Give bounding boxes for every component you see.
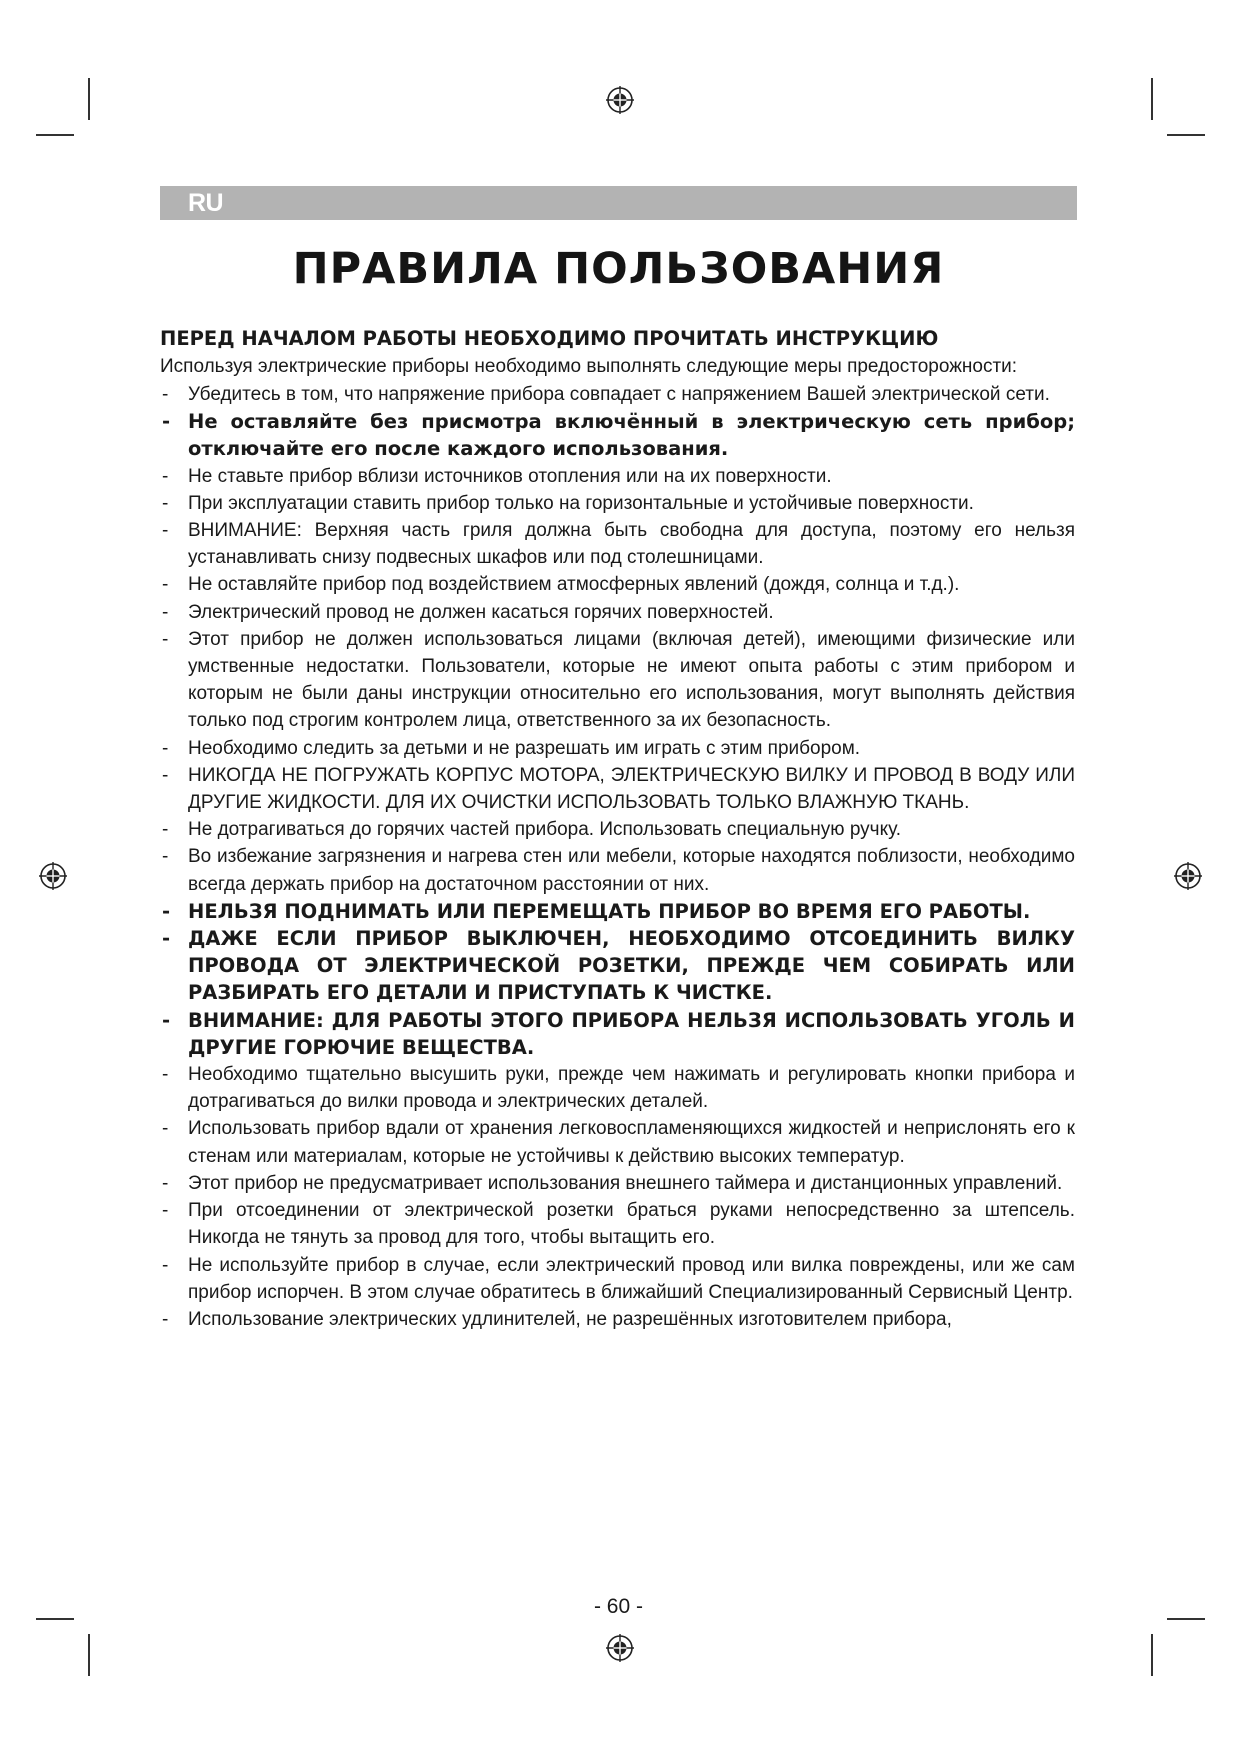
list-item (160, 898, 1075, 925)
list-item-text: НИКОГДА НЕ ПОГРУЖАТЬ КОРПУС МОТОРА, ЭЛЕКТРИЧЕСКУЮ ВИЛКУ И ПРОВОД В ВОДУ ИЛИ ДРУГИЕ ЖИДКОСТИ. ДЛЯ ИХ ОЧИСТКИ ИСПОЛЬЗОВАТЬ ТОЛЬКО ВЛАЖНУЮ ТКАНЬ. (188, 764, 1075, 814)
bullet-dash: - (162, 492, 169, 514)
list-item-text: Не дотрагиваться до горячих частей прибора. Использовать специальную ручку. (188, 819, 901, 841)
bullet-dash: - (162, 899, 171, 923)
crop-mark-bottom-right-horizontal (1167, 1618, 1205, 1620)
list-item-text: Убедитесь в том, что напряжение прибора совпадает с напряжением Вашей электрической сети. (188, 384, 1050, 405)
list-item-text: Необходимо следить за детьми и не разрешать им играть с этим прибором. (188, 737, 861, 759)
bullet-dash: - (162, 1008, 171, 1032)
bullet-dash: - (162, 819, 169, 841)
list-item (160, 762, 1075, 816)
list-item-text: Не оставляйте без присмотра включённый в электрическую сеть прибор; отключайте его после каждого использования. (188, 410, 1075, 461)
list-item-text: Необходимо тщательно высушить руки, прежде чем нажимать и регулировать кнопки прибора и дотрагиваться до вилки провода и электрических деталей. (188, 1064, 1075, 1113)
list-item-text: Не ставьте прибор вблизи источников отопления или на их поверхности. (188, 465, 832, 487)
bullet-dash: - (162, 737, 169, 759)
bullet-dash: - (162, 1308, 169, 1330)
list-item-text: Не используйте прибор в случае, если электрический провод или вилка повреждены, или же сам прибор испорчен. В этом случае обратитесь в ближайший Специализированный Сервисный Центр. (188, 1254, 1075, 1303)
bullet-dash: - (162, 384, 169, 405)
list-item-text: Не оставляйте прибор под воздействием атмосферных явлений (дождя, солнца и т.д.). (188, 574, 960, 596)
list-item-text: ВНИМАНИЕ: Верхняя часть гриля должна быть свободна для доступа, поэтому его нельзя устанавливать снизу подвесных шкафов или под столешницами. (188, 520, 1075, 569)
list-item (160, 843, 1075, 897)
bullet-dash: - (162, 520, 169, 542)
list-item (160, 626, 1075, 735)
page-title: ПРАВИЛА ПОЛЬЗОВАНИЯ (292, 244, 945, 294)
list-item (160, 490, 1075, 517)
list-item (160, 1115, 1075, 1169)
list-item (160, 1061, 1075, 1115)
list-item (160, 816, 1075, 843)
list-item-text: ВНИМАНИЕ: ДЛЯ РАБОТЫ ЭТОГО ПРИБОРА НЕЛЬЗЯ ИСПОЛЬЗОВАТЬ УГОЛЬ И ДРУГИЕ ГОРЮЧИЕ ВЕЩЕСТВА. (188, 1008, 1075, 1059)
list-item-text: Электрический провод не должен касаться горячих поверхностей. (188, 601, 774, 623)
safety-rules-list (160, 381, 1075, 1333)
language-bar (160, 186, 1077, 220)
crop-mark-top-right-horizontal (1167, 134, 1205, 136)
bullet-dash: - (162, 410, 171, 434)
list-item (160, 1306, 1075, 1333)
crop-mark-bottom-right-vertical (1151, 1634, 1153, 1676)
list-item (160, 1007, 1075, 1061)
list-item (160, 517, 1075, 571)
list-item-text: Этот прибор не предусматривает использования внешнего таймера и дистанционных управлений. (188, 1172, 1063, 1194)
list-item-text: Во избежание загрязнения и нагрева стен или мебели, которые находятся поблизости, необходимо всегда держать прибор на достаточном расстоянии от них. (188, 846, 1075, 895)
list-item (160, 1252, 1075, 1306)
registration-mark-icon (1174, 862, 1202, 890)
list-item (160, 599, 1075, 626)
list-item (160, 408, 1075, 462)
bullet-dash: - (162, 465, 169, 487)
list-item (160, 1197, 1075, 1251)
bullet-dash: - (162, 1118, 169, 1140)
list-item-text: ДАЖЕ ЕСЛИ ПРИБОР ВЫКЛЮЧЕН, НЕОБХОДИМО ОТСОЕДИНИТЬ ВИЛКУ ПРОВОДА ОТ ЭЛЕКТРИЧЕСКОЙ РОЗЕТКИ, ПРЕЖДЕ ЧЕМ СОБИРАТЬ ИЛИ РАЗБИРАТЬ ЕГО ДЕТАЛИ И ПРИСТУПАТЬ К ЧИСТКЕ. (188, 927, 1075, 1005)
registration-mark-icon (606, 1634, 634, 1662)
list-item-text: Этот прибор не должен использоваться лицами (включая детей), имеющими физические или умственные недостатки. Пользователи, которые не имеют опыта работы с этим прибором и которым не были даны инструкции относительно его использования, могут выполнять действия только под строгим контролем лица, ответственного за их безопасность. (188, 628, 1075, 732)
bullet-dash: - (162, 1172, 169, 1194)
bullet-dash: - (162, 1064, 169, 1086)
list-item (160, 571, 1075, 598)
list-item (160, 1170, 1075, 1197)
bullet-dash: - (162, 574, 169, 596)
crop-mark-top-right-vertical (1151, 78, 1153, 120)
language-label: RU (188, 189, 224, 217)
list-item-text: Использовать прибор вдали от хранения легковоспламеняющихся жидкостей и неприслонять его к стенам или материалам, которые не устойчивы к действию высоких температур. (188, 1118, 1075, 1167)
bullet-dash: - (162, 1200, 169, 1222)
crop-mark-top-left-horizontal (36, 134, 74, 136)
list-item (160, 735, 1075, 762)
bullet-dash: - (162, 601, 169, 623)
registration-mark-icon (606, 86, 634, 114)
list-item (160, 925, 1075, 1007)
registration-mark-icon (39, 862, 67, 890)
crop-mark-top-left-vertical (88, 78, 90, 120)
bullet-dash: - (162, 846, 169, 868)
page-number: - 60 - (593, 1595, 643, 1618)
section-subheading: ПЕРЕД НАЧАЛОМ РАБОТЫ НЕОБХОДИМО ПРОЧИТАТЬ ИНСТРУКЦИЮ (160, 327, 939, 350)
instructions-content (160, 326, 1075, 1333)
list-item-text: При эксплуатации ставить прибор только на горизонтальные и устойчивые поверхности. (188, 492, 974, 514)
list-item (160, 463, 1075, 490)
list-item-text: НЕЛЬЗЯ ПОДНИМАТЬ ИЛИ ПЕРЕМЕЩАТЬ ПРИБОР ВО ВРЕМЯ ЕГО РАБОТЫ. (188, 899, 1031, 923)
list-item-text: При отсоединении от электрической розетки браться руками непосредственно за штепсель. Никогда не тянуть за провод для того, чтобы вытащить его. (188, 1200, 1075, 1249)
bullet-dash: - (162, 1254, 169, 1276)
bullet-dash: - (162, 628, 169, 650)
list-item-text: Использование электрических удлинителей, не разрешённых изготовителем прибора, (188, 1308, 952, 1330)
crop-mark-bottom-left-horizontal (36, 1618, 74, 1620)
bullet-dash: - (162, 764, 169, 786)
list-item (160, 381, 1075, 408)
crop-mark-bottom-left-vertical (88, 1634, 90, 1676)
intro-paragraph: Используя электрические приборы необходимо выполнять следующие меры предосторожности: (160, 356, 1018, 377)
bullet-dash: - (162, 927, 171, 951)
